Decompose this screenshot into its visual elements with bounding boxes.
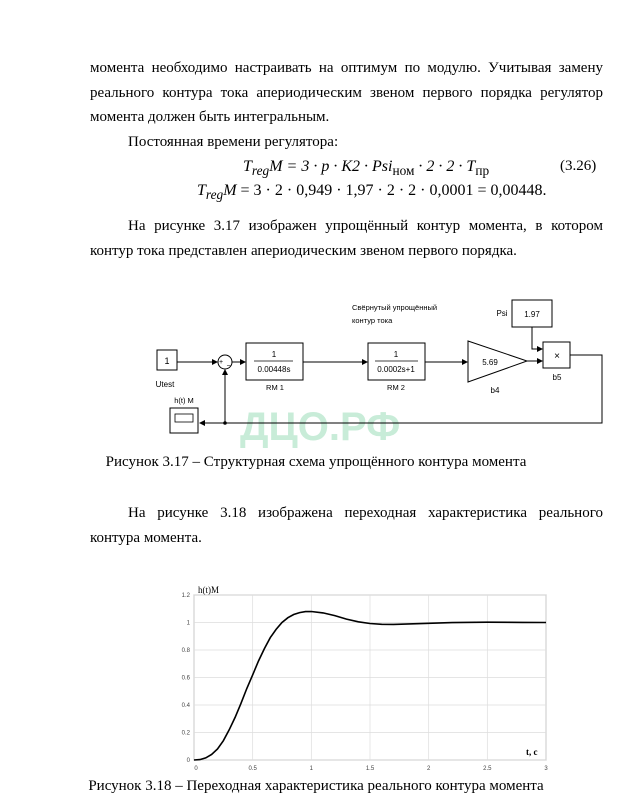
- product-label: b5: [552, 373, 562, 382]
- rm1-denominator: 0.00448s: [257, 365, 291, 374]
- sum-minus: −: [226, 363, 231, 370]
- constant-label: Utest: [155, 380, 175, 389]
- formula-symbol: M: [223, 182, 237, 199]
- rm2-numerator: 1: [393, 350, 399, 359]
- y-tick-label: 0.2: [181, 730, 190, 737]
- text-line: На рисунке 3.17 изображен упрощённый контур момента, в котором: [128, 218, 603, 234]
- x-tick-label: 1.5: [365, 766, 375, 772]
- rm2-denominator: 0.0002s+1: [377, 365, 415, 374]
- formula-symbol: T: [243, 158, 252, 175]
- y-axis-label: h(t)M: [198, 585, 219, 595]
- text-line: момента должен быть интегральным.: [90, 109, 330, 125]
- gain-value: 5.69: [482, 358, 498, 367]
- psi-value: 1.97: [524, 310, 540, 319]
- text-line: На рисунке 3.18 изображена переходная характеристика реального: [128, 505, 603, 521]
- text-line: контур тока представлен апериодическим звеном первого порядка.: [90, 243, 517, 259]
- rm1-numerator: 1: [271, 350, 277, 359]
- annotation-line: контур тока: [352, 316, 393, 325]
- y-tick-label: 1.2: [181, 593, 190, 599]
- formula-part: = 3 · p · K2 · Psi: [282, 158, 393, 175]
- text-line: момента необходимо настраивать на оптимум по модулю. Учитывая замену: [90, 60, 603, 76]
- formula-sub: reg: [205, 187, 224, 203]
- figure-caption-3-17: Рисунок 3.17 – Структурная схема упрощённого контура момента: [105, 454, 527, 470]
- y-tick-label: 0: [186, 758, 190, 764]
- rm1-label: RM 1: [266, 383, 284, 392]
- rm2-label: RM 2: [387, 383, 405, 392]
- watermark: ДЦО.РФ: [240, 405, 401, 449]
- formula-part: · 2 · 2 · T: [414, 158, 476, 175]
- constant-value: 1: [164, 356, 170, 366]
- formula-sub: reg: [251, 163, 270, 179]
- x-tick-label: 2: [426, 766, 431, 772]
- product-symbol: ×: [554, 351, 560, 362]
- paragraph-2: Постоянная времени регулятора:: [128, 134, 339, 150]
- x-tick-label: 2.5: [483, 766, 492, 772]
- y-tick-label: 1: [186, 620, 190, 627]
- x-axis-label: t, c: [526, 747, 538, 757]
- equation-number: (3.26): [560, 158, 597, 174]
- formula-sub: ном: [392, 163, 415, 179]
- x-tick-label: 0: [194, 766, 198, 772]
- figure-caption-3-18: Рисунок 3.18 – Переходная характеристика реального контура момента: [88, 778, 544, 794]
- y-tick-label: 0.4: [181, 703, 190, 709]
- annotation-line: Свёрнутый упрощённый: [352, 303, 438, 312]
- formula-part: = 3 · 2 · 0,949 · 1,97 · 2 · 2 · 0,0001 = 0,00448.: [236, 182, 547, 199]
- text-line: реального контура тока апериодическим звеном первого порядка регулятор: [90, 85, 603, 101]
- y-tick-label: 0.8: [181, 648, 190, 654]
- y-tick-label: 0.6: [181, 675, 190, 682]
- psi-label: Psi: [496, 309, 508, 318]
- gain-label: b4: [490, 386, 500, 395]
- text-line: контура момента.: [90, 530, 202, 546]
- formula-sub: пр: [475, 163, 490, 179]
- x-tick-label: 3: [544, 766, 548, 772]
- x-tick-label: 0.5: [248, 766, 257, 772]
- x-tick-label: 1: [309, 766, 314, 772]
- sum-plus: +: [218, 359, 224, 366]
- formula-symbol: T: [197, 182, 206, 199]
- scope-label: h(t) M: [174, 396, 194, 405]
- formula-symbol: M: [269, 158, 283, 175]
